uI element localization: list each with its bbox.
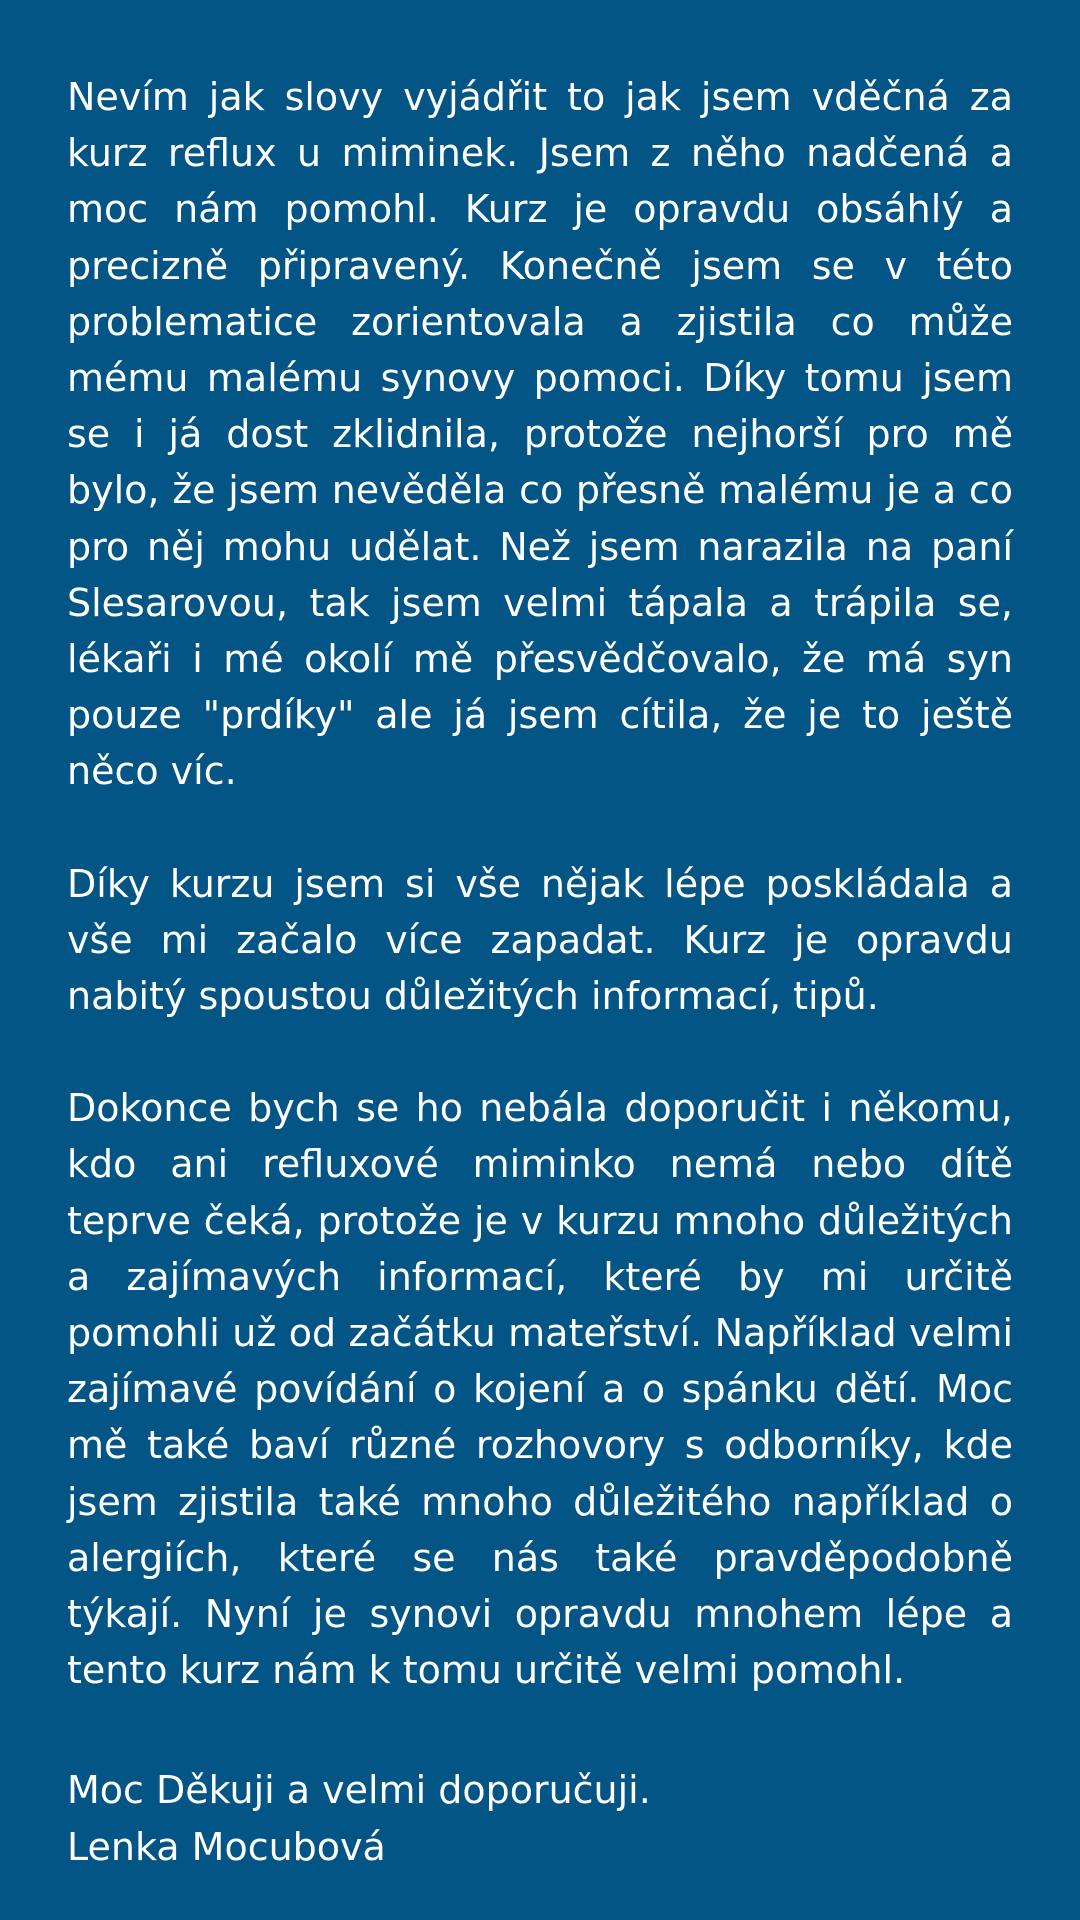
testimonial-text — [67, 69, 1013, 1875]
closing-line: Moc Děkuji a velmi doporučuji. — [67, 1768, 651, 1813]
signoff — [67, 1762, 1013, 1874]
testimonial-paragraph-1: Nevím jak slovy vyjádřit to jak jsem vděčná za kurz reflux u miminek. Jsem z něho nadčená a moc nám pomohl. Kurz je opravdu obsáhlý a precizně připravený. Konečně jsem se v této problematice zorientovala a zjistila co může mému malému synovy pomoci. Díky tomu jsem se i já dost zklidnila, protože nejhorší pro mě bylo, že jsem nevěděla co přesně malému je a co pro něj mohu udělat. Než jsem narazila na paní Slesarovou, tak jsem velmi tápala a trápila se, lékaři i mé okolí mě přesvědčovalo, že má syn pouze "prdíky" ale já jsem cítila, že je to ještě něco víc. — [67, 75, 1013, 794]
testimonial-paragraph-2: Díky kurzu jsem si vše nějak lépe poskládala a vše mi začalo více zapadat. Kurz je opravdu nabitý spoustou důležitých informací, tipů. — [67, 861, 1013, 1019]
testimonial-paragraph-3: Dokonce bych se ho nebála doporučit i někomu, kdo ani refluxové miminko nemá nebo dítě teprve čeká, protože je v kurzu mnoho důležitých a zajímavých informací, které by mi určitě pomohli už od začátku mateřství. Například velmi zajímavé povídání o kojení a o spánku dětí. Moc mě také baví různé rozhovory s odborníky, kde jsem zjistila také mnoho důležitého například o alergiích, které se nás také pravděpodobně týkají. Nyní je synovi opravdu mnohem lépe a tento kurz nám k tomu určitě velmi pomohl. — [67, 1086, 1013, 1693]
author-name: Lenka Mocubová — [67, 1824, 386, 1869]
